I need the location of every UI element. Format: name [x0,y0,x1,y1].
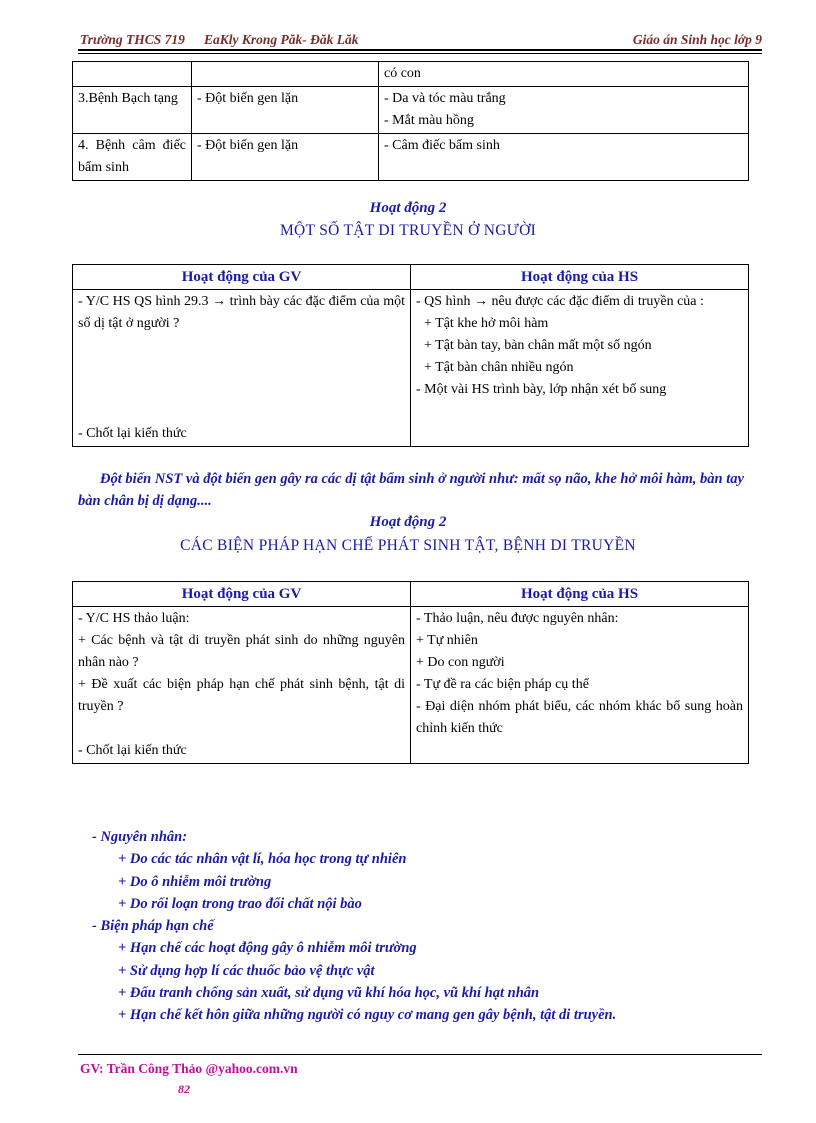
col-header-hs: Hoạt động của HS [411,582,749,607]
footer-teacher: GV: Trần Công Thảo @yahoo.com.vn [80,1061,298,1076]
activity-label: Hoạt động 2 [369,514,447,530]
measure-heading: - Biện pháp hạn chế [92,918,214,935]
activity-title: MỘT SỐ TẬT DI TRUYỀN Ở NGƯỜI [279,222,537,239]
summary-list [90,826,740,1027]
list-item: + Sử dụng hợp lí các thuốc bảo vệ thực vật [118,962,375,979]
disease-name: 3.Bệnh Bạch tạng [73,87,192,134]
gv-cell: - Y/C HS thảo luận: + Các bệnh và tật di truyền phát sinh do những nguyên nhân nào ? + Đề xuất các biện pháp hạn chế phát sinh bệnh, tật di truyền ? - Chốt lại kiến thức [73,607,411,764]
activity-label: Hoạt động 2 [369,200,447,216]
conclusion-text: Đột biến NST và đột biến gen gây ra các dị tật bẩm sinh ở người như: mất sọ não, khe hở môi hàm, bàn tay bàn chân bị dị dạng.... [78,471,744,509]
disease-name [73,62,192,87]
footer-rule [78,1054,762,1055]
table-row [73,607,749,764]
table-header-row [73,582,749,607]
table-row [73,134,749,181]
gv-cell: - Y/C HS QS hình 29.3 → trình bày các đặc điểm của một số dị tật ở người ? - Chốt lại kiến thức [73,290,411,447]
activity-table-1 [72,264,749,447]
list-item: + Do các tác nhân vật lí, hóa học trong tự nhiên [118,851,407,868]
col-header-gv: Hoạt động của GV [73,265,411,290]
header-rule [78,49,762,51]
page-header [78,30,762,50]
disease-table [72,61,749,181]
page-number: 82 [178,1082,190,1096]
table-row [73,62,749,87]
col-header-hs: Hoạt động của HS [411,265,749,290]
school-location: EaKly Krong Păk- Đăk Lăk [204,32,359,47]
subject-title: Giáo án Sinh học lớp 9 [632,32,762,47]
activity-table-2 [72,581,749,764]
list-item: + Hạn chế các hoạt động gây ô nhiễm môi trường [118,940,417,957]
school-name: Trường THCS 719 [80,32,185,47]
table-row [73,87,749,134]
list-item: + Do rối loạn trong trao đổi chất nội bào [118,895,362,912]
disease-signs: có con [379,62,749,87]
table-row [73,290,749,447]
hs-cell: - QS hình → nêu được các đặc điểm di truyền của : + Tật khe hở môi hàm + Tật bàn tay, bàn chân mất một số ngón + Tật bàn chân nhiều ngón - Một vài HS trình bày, lớp nhận xét bổ sung [411,290,749,447]
header-rule-thin [78,53,762,54]
disease-cause: - Đột biến gen lặn [192,134,379,181]
disease-cause [192,62,379,87]
disease-name: 4. Bệnh câm điếc bẩm sinh [73,134,192,181]
cause-heading: - Nguyên nhân: [92,829,188,845]
activity-title: CÁC BIỆN PHÁP HẠN CHẾ PHÁT SINH TẬT, BỆNH DI TRUYỀN [180,537,636,554]
list-item: + Do ô nhiễm môi trường [118,873,272,890]
disease-cause: - Đột biến gen lặn [192,87,379,134]
col-header-gv: Hoạt động của GV [73,582,411,607]
list-item: + Hạn chế kết hôn giữa những người có nguy cơ mang gen gây bệnh, tật di truyền. [118,1007,617,1024]
list-item: + Đấu tranh chống sản xuất, sử dụng vũ khí hóa học, vũ khí hạt nhân [118,985,540,1002]
disease-signs: - Da và tóc màu trắng - Mắt màu hồng [379,87,749,134]
table-header-row [73,265,749,290]
disease-signs: - Câm điếc bẩm sinh [379,134,749,181]
hs-cell: - Thảo luận, nêu được nguyên nhân: + Tự nhiên + Do con người - Tự đề ra các biện pháp cụ thể - Đại diện nhóm phát biểu, các nhóm khác bổ sung hoàn chỉnh kiến thức [411,607,749,764]
